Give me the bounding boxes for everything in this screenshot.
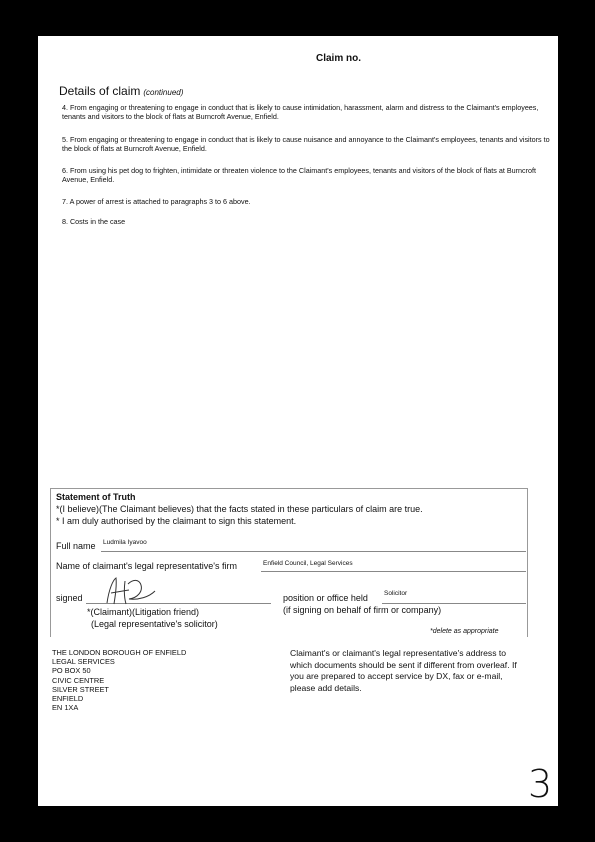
page-number: 3 (528, 762, 553, 806)
address-line: EN 1XA (52, 703, 79, 713)
full-name-label: Full name (56, 541, 96, 551)
address-line: THE LONDON BOROUGH OF ENFIELD (52, 648, 187, 657)
address-line: LEGAL SERVICES (52, 657, 115, 667)
signer-role-2: (Legal representative's solicitor) (91, 619, 218, 629)
claim-paragraph-4: 4. From engaging or threatening to engage in conduct that is likely to cause intimidation, harassment, alarm and distress to the Claimant's employees, tenants and visitors to the block of flats at Burncroft Avenue, Enfield. (62, 103, 539, 121)
statement-title: Statement of Truth (56, 492, 136, 502)
position-underline (382, 603, 526, 604)
address-line: PO BOX 50 (52, 666, 91, 676)
claim-paragraph-8: 8. Costs in the case (62, 217, 126, 226)
firm-underline (261, 571, 526, 572)
address-note: Claimant's or claimant's legal representative's address to which documents should be sent if different from overleaf. If you are prepared to accept service by DX, fax or e-mail, please add details. (290, 648, 517, 693)
position-value: Solicitor (384, 590, 408, 597)
signing-note: (if signing on behalf of firm or company) (283, 605, 442, 615)
details-title: Details of claim (59, 84, 141, 98)
firm-label: Name of claimant's legal representative's firm (56, 561, 238, 571)
claim-paragraph-5: 5. From engaging or threatening to engage in conduct that is likely to cause nuisance and annoyance to the Claimant's employees, tenants and visitors to the block of flats at Burncroft Avenue, Enfield. (62, 135, 550, 153)
full-name-value: Ludmila Iyavoo (103, 539, 147, 546)
claim-paragraph-6: 6. From using his pet dog to frighten, intimidate or threaten violence to the Claimant's employees, tenants and visitors of the block of flats at Burncroft Avenue, Enfield. (62, 166, 536, 184)
statement-of-truth-box (50, 488, 528, 637)
address-line: SILVER STREET (52, 684, 109, 694)
full-name-underline (101, 551, 526, 552)
signature-image (99, 575, 159, 607)
claimant-address (52, 648, 186, 712)
statement-line-2: * I am duly authorised by the claimant to sign this statement. (56, 516, 297, 526)
document-page (38, 36, 558, 806)
address-line: ENFIELD (52, 694, 84, 704)
claim-paragraph-7: 7. A power of arrest is attached to paragraphs 3 to 6 above. (62, 197, 251, 206)
position-label: position or office held (283, 593, 368, 603)
address-line: CIVIC CENTRE (52, 675, 105, 685)
statement-line-1: *(I believe)(The Claimant believes) that the facts stated in these particulars of claim are true. (56, 504, 423, 514)
signer-role-1: *(Claimant)(Litigation friend) (87, 607, 200, 617)
claim-no-label: Claim no. (316, 53, 362, 64)
firm-value: Enfield Council, Legal Services (263, 560, 353, 567)
delete-note: *delete as appropriate (430, 628, 499, 635)
details-title-suffix: (continued) (143, 88, 184, 97)
signed-label: signed (56, 593, 83, 603)
details-heading (59, 84, 183, 98)
